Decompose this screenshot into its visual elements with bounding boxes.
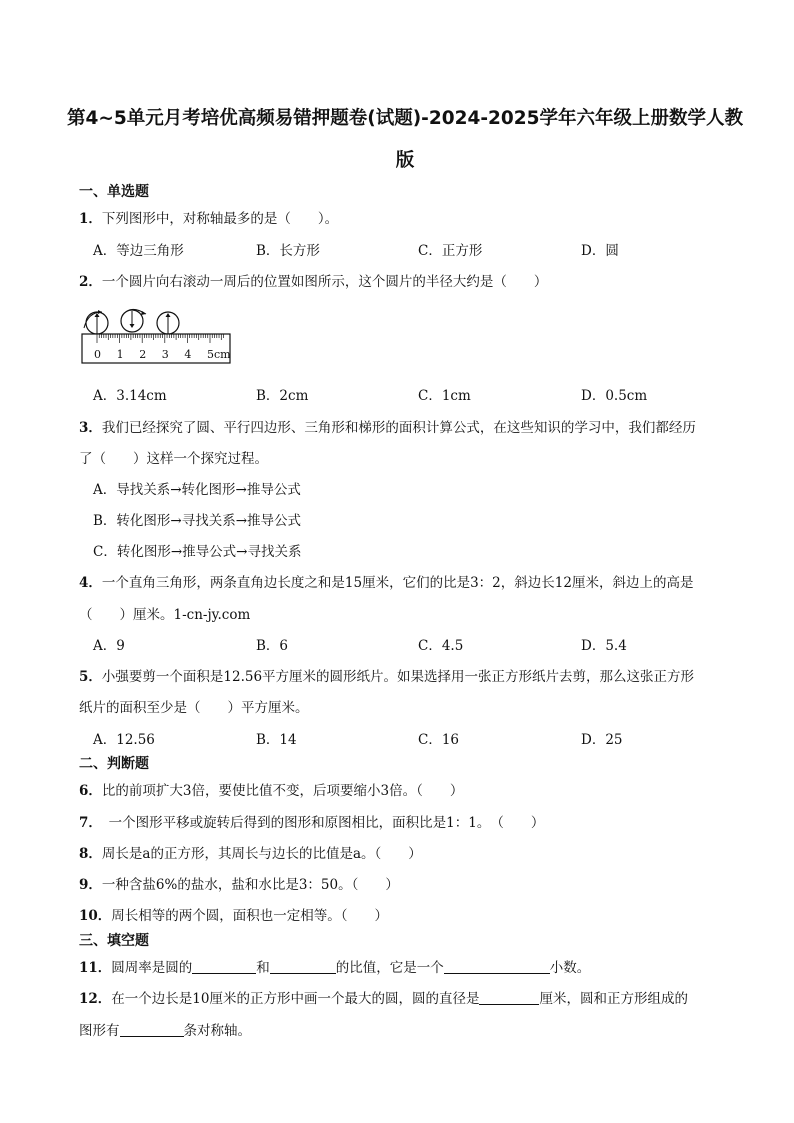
question-12-line2 <box>79 1019 251 1039</box>
question-10 <box>79 904 388 924</box>
question-6 <box>79 779 463 799</box>
q4-option-d[interactable]: D．5.4 <box>581 638 627 654</box>
question-11 <box>79 956 590 976</box>
section-heading-single-choice: 一、单选题 <box>79 184 149 200</box>
question-text: 周长是a的正方形，其周长与边长的比值是a。（ ） <box>101 846 422 862</box>
q5-option-c[interactable]: C．16 <box>418 732 460 748</box>
question-number: 2． <box>79 274 102 290</box>
question-text: 我们已经探究了圆、平行四边形、三角形和梯形的面积计算公式，在这些知识的学习中，我们都经历 <box>101 420 696 436</box>
question-2 <box>79 270 547 290</box>
ruler-label: 2 <box>139 348 147 361</box>
question-7 <box>79 811 544 831</box>
q1-option-c[interactable]: C．正方形 <box>418 243 483 259</box>
question-8 <box>79 842 422 862</box>
question-3-line1 <box>79 416 696 436</box>
question-text: 圆周率是圆的 <box>111 960 193 976</box>
q2-option-b[interactable]: B．2cm <box>256 388 309 404</box>
question-number: 8． <box>79 846 102 862</box>
question-12-line1 <box>79 987 688 1007</box>
q1-option-b[interactable]: B．长方形 <box>256 243 320 259</box>
question-5-line2: 纸片的面积至少是（ ）平方厘米。 <box>79 700 309 716</box>
question-text: 小数。 <box>549 960 591 976</box>
question-3-line2: 了（ ）这样一个探究过程。 <box>79 451 268 467</box>
page-title-line1: 第4~5单元月考培优高频易错押题卷(试题)-2024-2025学年六年级上册数学人教 <box>67 108 743 129</box>
section-heading-true-false: 二、判断题 <box>79 756 149 772</box>
question-text: 一种含盐6%的盐水，盐和水比是3：50。（ ） <box>101 877 399 893</box>
question-9 <box>79 873 399 893</box>
answer-blank[interactable] <box>120 1022 184 1037</box>
question-number: 11． <box>79 960 112 976</box>
q2-option-c[interactable]: C．1cm <box>418 388 471 404</box>
q4-option-c[interactable]: C．4.5 <box>418 638 464 654</box>
ruler-label: 1 <box>116 348 124 361</box>
question-text: 的比值，它是一个 <box>335 960 444 976</box>
question-number: 1． <box>79 211 102 227</box>
question-number: 10． <box>79 908 112 924</box>
ruler-label: 5cm <box>207 348 231 361</box>
question-1 <box>79 207 338 227</box>
section-heading-fill-in: 三、填空题 <box>79 933 149 949</box>
question-text: 一个图形平移或旋转后得到的图形和原图相比，面积比是1：1。 （ ） <box>95 815 545 831</box>
q1-option-a[interactable]: A．等边三角形 <box>93 243 184 259</box>
question-number: 12． <box>79 991 112 1007</box>
q2-option-d[interactable]: D．0.5cm <box>581 388 648 404</box>
answer-blank[interactable] <box>192 959 256 974</box>
ruler-label: 3 <box>161 348 169 361</box>
question-number: 5． <box>79 669 102 685</box>
answer-blank[interactable] <box>444 959 550 974</box>
question-5-line1 <box>79 665 694 685</box>
ruler-label: 4 <box>184 348 192 361</box>
answer-blank[interactable] <box>479 990 539 1005</box>
question-number: 6． <box>79 783 102 799</box>
question-text: 比的前项扩大3倍，要使比值不变，后项要缩小3倍。（ ） <box>101 783 464 799</box>
question-text: 厘米，圆和正方形组成的 <box>539 991 688 1007</box>
q5-option-a[interactable]: A．12.56 <box>93 732 155 748</box>
q3-option-a[interactable]: A．导找关系→转化图形→推导公式 <box>93 482 301 498</box>
answer-blank[interactable] <box>270 959 336 974</box>
rolling-disc-ruler-figure <box>78 306 236 366</box>
question-text: 一个直角三角形，两条直角边长度之和是15厘米，它们的比是3：2，斜边长12厘米，斜边上的高是 <box>101 575 694 591</box>
question-text: 下列图形中，对称轴最多的是（ ）。 <box>101 211 339 227</box>
page-title-line2: 版 <box>395 150 415 171</box>
q5-option-d[interactable]: D．25 <box>581 732 623 748</box>
q3-option-c[interactable]: C．转化图形→推导公式→寻找关系 <box>93 544 302 560</box>
question-text: 在一个边长是10厘米的正方形中画一个最大的圆，圆的直径是 <box>111 991 480 1007</box>
ruler-label: 0 <box>94 348 101 361</box>
question-4-line2: （ ）厘米。1-cn-jy.com <box>79 607 251 623</box>
q2-option-a[interactable]: A．3.14cm <box>93 388 167 404</box>
question-4-line1 <box>79 571 693 591</box>
q3-option-b[interactable]: B．转化图形→寻找关系→推导公式 <box>93 513 302 529</box>
question-text: 周长相等的两个圆，面积也一定相等。（ ） <box>111 908 389 924</box>
question-number: 9． <box>79 877 102 893</box>
question-number: 3． <box>79 420 102 436</box>
q5-option-b[interactable]: B．14 <box>256 732 297 748</box>
question-text: 图形有 <box>79 1023 120 1039</box>
question-text: 和 <box>256 960 270 976</box>
q4-option-a[interactable]: A．9 <box>93 638 125 654</box>
q1-option-d[interactable]: D．圆 <box>581 243 619 259</box>
q4-option-b[interactable]: B．6 <box>256 638 289 654</box>
question-text: 小强要剪一个面积是12.56平方厘米的圆形纸片。如果选择用一张正方形纸片去剪，那么这张正方形 <box>101 669 695 685</box>
question-text: 条对称轴。 <box>183 1023 251 1039</box>
question-number: 7． <box>79 815 96 831</box>
question-number: 4． <box>79 575 102 591</box>
question-text: 一个圆片向右滚动一周后的位置如图所示，这个圆片的半径大约是（ ） <box>101 274 548 290</box>
